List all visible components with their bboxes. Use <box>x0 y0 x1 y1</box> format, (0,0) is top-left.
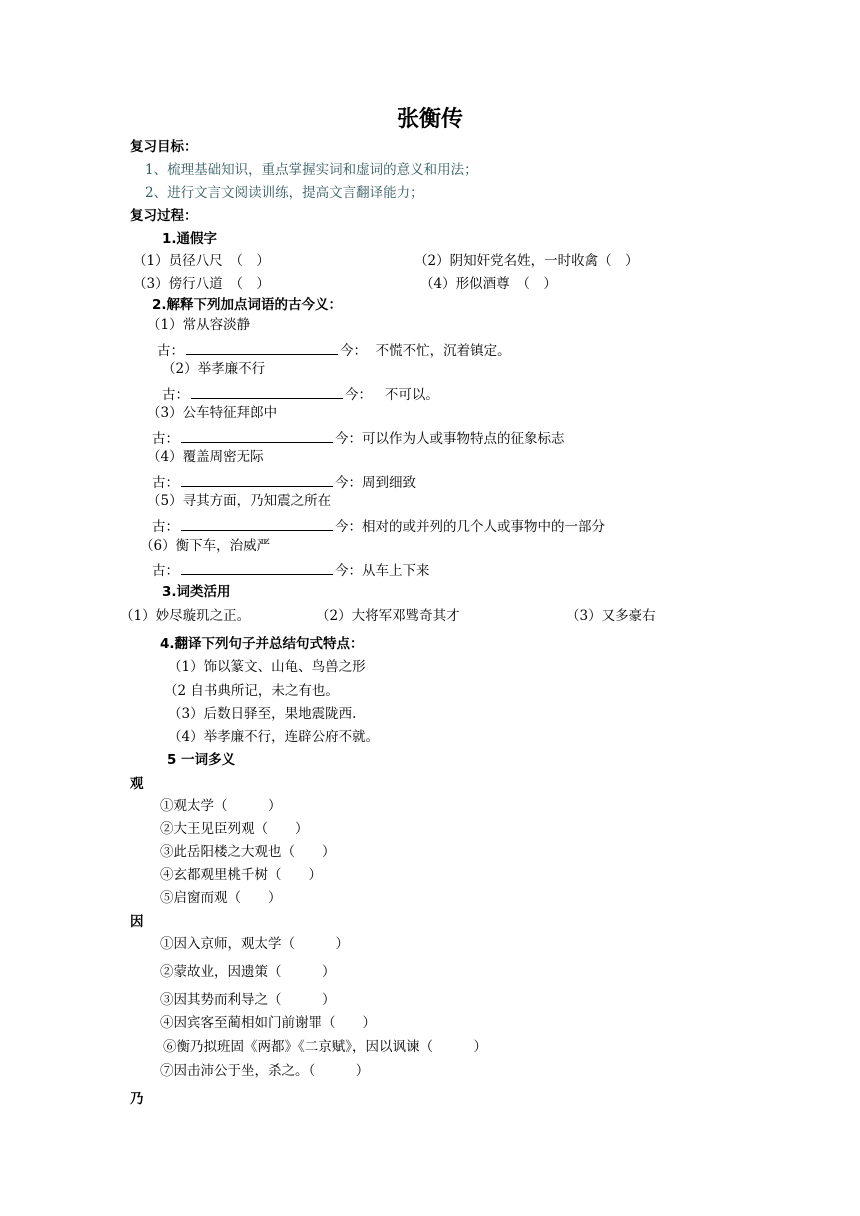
gu-label: 古： <box>152 519 179 535</box>
yin-item-2: ②蒙故业，因遗策（ ） <box>160 964 336 980</box>
document-title: 张衡传 <box>396 107 463 132</box>
answer-blank[interactable] <box>181 472 333 487</box>
word-yin: 因 <box>130 914 144 930</box>
gujin-question-1: （1）常从容淡静 <box>147 317 251 333</box>
goals-heading: 复习目标： <box>130 139 198 155</box>
process-heading: 复习过程： <box>130 208 198 224</box>
gujin-answer-row-5 <box>152 516 605 536</box>
section2-heading: 2.解释下列加点词语的古今义： <box>152 297 343 313</box>
gu-label: 古： <box>157 343 184 359</box>
jin-label: 今： <box>335 563 362 579</box>
translate-item-4: （4）举孝廉不行，连辟公府不就。 <box>168 729 380 745</box>
jin-label: 今： <box>335 475 362 491</box>
jin-meaning: 周到细致 <box>362 475 416 491</box>
translate-item-2: （2 自书典所记，未之有也。 <box>164 683 339 699</box>
answer-blank[interactable] <box>186 340 338 355</box>
gujin-answer-row-3 <box>152 428 565 448</box>
goal-2: 2、进行文言文阅读训练，提高文言翻译能力； <box>145 185 424 201</box>
huoyong-item-2: （2）大将军邓骘奇其才 <box>316 608 460 624</box>
gujin-answer-row-6 <box>152 560 430 580</box>
gujin-answer-row-1 <box>157 340 511 360</box>
gu-label: 古： <box>162 387 189 403</box>
jin-meaning: 不可以。 <box>384 387 439 403</box>
gujin-question-5: （5）寻其方面，乃知震之所在 <box>147 493 332 509</box>
yin-item-7: ⑦因击沛公于坐，杀之。（ ） <box>160 1063 370 1079</box>
guan-item-5: ⑤启窗而观（ ） <box>160 890 282 906</box>
yin-item-6: ⑥衡乃拟班固《两都》《二京赋》，因以讽谏（ ） <box>163 1039 487 1055</box>
gujin-question-2: （2）举孝廉不行 <box>162 361 266 377</box>
gujin-question-4: （4）覆盖周密无际 <box>147 449 264 465</box>
tongjia-item-1: （1）员径八尺 （ ） <box>133 253 270 269</box>
gu-label: 古： <box>152 475 179 491</box>
guan-item-1: ①观太学（ ） <box>160 798 282 814</box>
guan-item-3: ③此岳阳楼之大观也（ ） <box>160 844 336 860</box>
word-nai: 乃 <box>130 1091 144 1107</box>
jin-label: 今： <box>340 343 367 359</box>
section5-heading: 5 一词多义 <box>167 752 236 768</box>
tongjia-item-3: （3）傍行八道 （ ） <box>133 276 270 292</box>
section4-heading: 4.翻译下列句子并总结句式特点： <box>160 636 364 652</box>
jin-meaning: 不慌不忙，沉着镇定。 <box>375 343 511 359</box>
huoyong-item-1: （1）妙尽璇玑之正。 <box>120 608 251 624</box>
tongjia-item-4: （4）形似酒尊 （ ） <box>420 276 557 292</box>
translate-item-1: （1）饰以篆文、山龟、鸟兽之形 <box>168 659 366 675</box>
yin-item-1: ①因入京师，观太学（ ） <box>160 936 349 952</box>
guan-item-4: ④玄都观里桃千树（ ） <box>160 867 322 883</box>
translate-item-3: （3）后数日驿至，果地震陇西. <box>168 706 357 722</box>
goal-1: 1、梳理基础知识，重点掌握实词和虚词的意义和用法； <box>145 162 478 178</box>
jin-label: 今： <box>345 387 372 403</box>
tongjia-item-2: （2）阴知奸党名姓，一时收禽（ ） <box>414 253 639 269</box>
jin-meaning: 相对的或并列的几个人或事物中的一部分 <box>362 519 605 535</box>
guan-item-2: ②大王见臣列观（ ） <box>160 821 309 837</box>
jin-label: 今： <box>335 431 362 447</box>
gujin-question-6: （6）衡下车，治威严 <box>140 538 271 554</box>
section3-heading: 3.词类活用 <box>162 584 231 600</box>
gujin-answer-row-2 <box>162 384 439 404</box>
gu-label: 古： <box>152 563 179 579</box>
gu-label: 古： <box>152 431 179 447</box>
answer-blank[interactable] <box>181 516 333 531</box>
answer-blank[interactable] <box>181 560 333 575</box>
huoyong-item-3: （3）又多豪右 <box>566 608 656 624</box>
section1-heading: 1.通假字 <box>162 231 218 247</box>
word-guan: 观 <box>130 776 144 792</box>
yin-item-4: ④因宾客至蔺相如门前谢罪（ ） <box>160 1015 376 1031</box>
answer-blank[interactable] <box>181 428 333 443</box>
jin-meaning: 可以作为人或事物特点的征象标志 <box>362 431 565 447</box>
jin-meaning: 从车上下来 <box>362 563 430 579</box>
gujin-question-3: （3）公车特征拜郎中 <box>147 405 278 421</box>
answer-blank[interactable] <box>191 384 343 399</box>
gujin-answer-row-4 <box>152 472 416 492</box>
yin-item-3: ③因其势而利导之（ ） <box>160 992 336 1008</box>
jin-label: 今： <box>335 519 362 535</box>
